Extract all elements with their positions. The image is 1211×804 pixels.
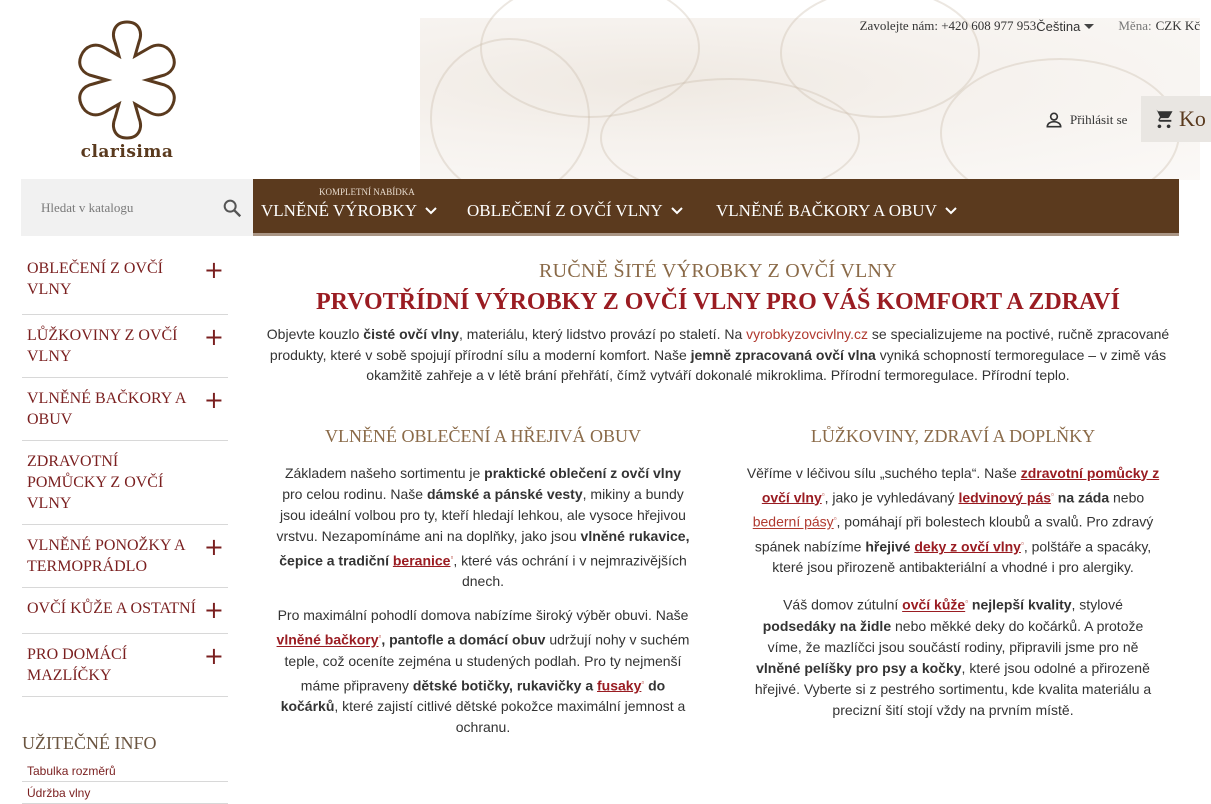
language-label: Čeština [1036,18,1081,34]
link-ovci-kuze[interactable]: ovčí kůže [902,597,966,614]
chevron-down-icon [425,207,437,215]
sidebar-item-label: VLNĚNÉ BAČKORY A OBUV [27,390,186,428]
sidebar-item-zdravotni[interactable] [22,441,228,525]
link-deky[interactable]: deky z ovčí vlny [914,538,1021,555]
sidebar-item-mazlicky[interactable] [22,634,228,697]
expand-plus-icon[interactable]: + [203,533,224,561]
right-heading: LŮŽKOVINY, ZDRAVÍ A DOPLŇKY [810,425,1096,446]
header-background [420,18,1200,180]
right-paragraph-2: Váš domov zútulní ovčí kůže▫ nejlepší kvality, stylové podsedáky na židle nebo měkké deky do kočárků. A protože víme, že mazlíčci jsou součástí rodiny, připravili jsme pro ně vlněné pelíšky pro psy a kočky, které jsou odolné a přirozeně hřejivé. Vyberte si z pestrého sortimentu, kde kvalita materiálu a precizní šití stojí vždy na prvním místě. [754,597,1152,719]
header [0,0,1206,180]
nav-item-vlnene-vyrobky[interactable] [261,201,437,221]
chevron-down-icon [945,207,957,215]
sidebar-item-ponozky[interactable] [22,525,228,588]
sidebar-item-label: ZDRAVOTNÍ POMŮCKY Z OVČÍ VLNY [27,453,164,512]
nav-item-obleceni[interactable] [467,201,683,221]
right-column [723,426,1183,752]
external-link-icon: ▫ [450,552,454,562]
cart-label: Ko [1179,106,1206,131]
user-icon [1044,110,1064,130]
page-subtitle: RUČNĚ ŠITÉ VÝROBKY Z OVČÍ VLNY [538,260,898,282]
site-link[interactable]: vyrobkyzovcivlny.cz [746,326,869,342]
link-bederni-pasy[interactable]: bederní pásy [752,513,834,530]
language-selector[interactable] [1036,19,1094,34]
left-paragraph-1: Základem našeho sortimentu je praktické oblečení z ovčí vlny pro celou rodinu. Naše dámské a pánské vesty, mikiny a bundy jsou ideální volbou pro ty, kteří hledají lehkou, ale vysoce hřejivou vrstvu. Nezapomínáme ani na doplňky, jako jsou vlněné rukavice, čepice a tradiční beranice▫, které vás ochrání i v nejmrazivějších dnech. [276,464,690,590]
nav-item-label: VLNĚNÉ VÝROBKY [261,201,417,220]
sidebar-item-backory[interactable] [22,378,228,441]
sidebar-item-luzkoviny[interactable] [22,315,228,378]
category-sidebar [22,248,228,804]
page-title: PRVOTŘÍDNÍ VÝROBKY Z OVČÍ VLNY PRO VÁŠ KOMFORT A ZDRAVÍ [316,289,1120,315]
link-size-chart[interactable]: Tabulka rozměrů [22,760,228,782]
right-paragraph-1: Věříme v léčivou sílu „suchého tepla“. Naše zdravotní pomůcky z ovčí vlny▫, jako je vyhledávaný ledvinový pás▫ na záda nebo bederní pásy▫, pomáhají při bolestech kloubů a svalů. Pro zdravý spánek nabízíme hřejivé deky z ovčí vlny▫, polštáře a spacáky, které jsou přirozeně antibakteriální a vhodné i pro alergiky. [746,464,1160,576]
external-link-icon: ▫ [1051,489,1054,499]
external-link-icon: ▫ [833,514,837,524]
main-content [253,256,1183,751]
cart-button[interactable] [1141,96,1211,142]
shopping-cart-icon [1153,108,1175,130]
link-backory[interactable]: vlněné bačkory [276,631,379,648]
sidebar-item-ovci-kuze[interactable] [22,588,228,634]
external-link-icon: ▫ [378,632,382,642]
nav-sub-label: KOMPLETNÍ NABÍDKA [319,187,415,197]
search-icon[interactable] [221,197,243,219]
expand-plus-icon[interactable]: + [203,386,224,414]
search-input[interactable] [41,200,211,216]
left-paragraph-2: Pro maximální pohodlí domova nabízíme široký výběr obuvi. Naše vlněné bačkory▫, pantofle a domácí obuv udržují nohy v suchém teple, což oceníte zejména u studených podlah. Pro ty nejmenší máme připraveny dětské botičky, rukavičky a fusaky▫ do kočárků, které zajistí citlivé dětské pokožce maximální jemnost a ochranu. [276,607,690,736]
expand-plus-icon[interactable]: + [203,323,224,351]
sidebar-item-label: PRO DOMÁCÍ MAZLÍČKY [27,646,128,684]
sidebar-item-label: LŮŽKOVINY Z OVČÍ VLNY [27,327,178,365]
currency-label: Měna: [1118,18,1152,33]
nav-item-backory[interactable] [716,201,957,221]
link-ledvinovy-pas[interactable]: ledvinový pás [958,489,1052,506]
snowflake-cross-icon [64,16,190,136]
chevron-down-icon [671,207,683,215]
sidebar-item-label: OVČÍ KŮŽE A OSTATNÍ [27,600,196,617]
link-beranice[interactable]: beranice [392,552,451,569]
search-bar [21,179,253,236]
left-column [253,426,713,752]
nav-item-label: OBLEČENÍ Z OVČÍ VLNY [467,201,663,220]
login-label: Přihlásit se [1070,112,1128,127]
link-zdravotni-pomucky[interactable]: zdravotní pomůcky z ovčí vlny [761,464,1160,506]
expand-plus-icon[interactable]: + [203,596,224,624]
login-link[interactable] [1044,110,1127,130]
expand-plus-icon[interactable]: + [203,256,224,284]
brand-logo[interactable] [64,16,190,166]
external-link-icon: ▫ [641,677,645,687]
currency-selector[interactable] [1118,18,1200,34]
topbar [860,16,1200,36]
caret-down-icon [1084,24,1094,29]
main-navigation [253,179,1179,236]
sidebar-item-obleceni[interactable] [22,248,228,315]
useful-info-title: UŽITEČNÉ INFO [22,733,157,753]
external-link-icon: ▫ [965,597,969,607]
sidebar-item-label: VLNĚNÉ PONOŽKY A TERMOPRÁDLO [27,537,185,575]
contact-phone[interactable]: Zavolejte nám: +420 608 977 953 [859,18,1037,33]
sidebar-item-label: OBLEČENÍ Z OVČÍ VLNY [27,260,163,298]
nav-item-label: VLNĚNÉ BAČKORY A OBUV [716,201,937,220]
left-heading: VLNĚNÉ OBLEČENÍ A HŘEJIVÁ OBUV [325,425,641,446]
brand-name: clarisima [80,142,174,162]
content-columns [253,426,1183,752]
external-link-icon: ▫ [821,489,825,499]
currency-value: CZK Kč [1155,18,1200,33]
link-wool-care[interactable]: Údržba vlny [22,782,228,804]
external-link-icon: ▫ [1020,538,1024,548]
intro-paragraph: Objevte kouzlo čisté ovčí vlny, materiálu, který lidstvo provází po staletí. Na vyrobkyzovcivlny.cz se specializujeme na poctivé, ručně zpracované produkty, které v sobě spojují přírodní sílu a moderní komfort. Naše jemně zpracovaná ovčí vlna vyniká schopností termoregulace – v zimě vás okamžitě zahřeje a v létě brání přehřátí, čímž vytváří dokonalé mikroklima. Přírodní termoregulace. Přírodní teplo. [266,326,1170,383]
expand-plus-icon[interactable]: + [203,642,224,670]
link-fusaky[interactable]: fusaky [597,677,642,694]
